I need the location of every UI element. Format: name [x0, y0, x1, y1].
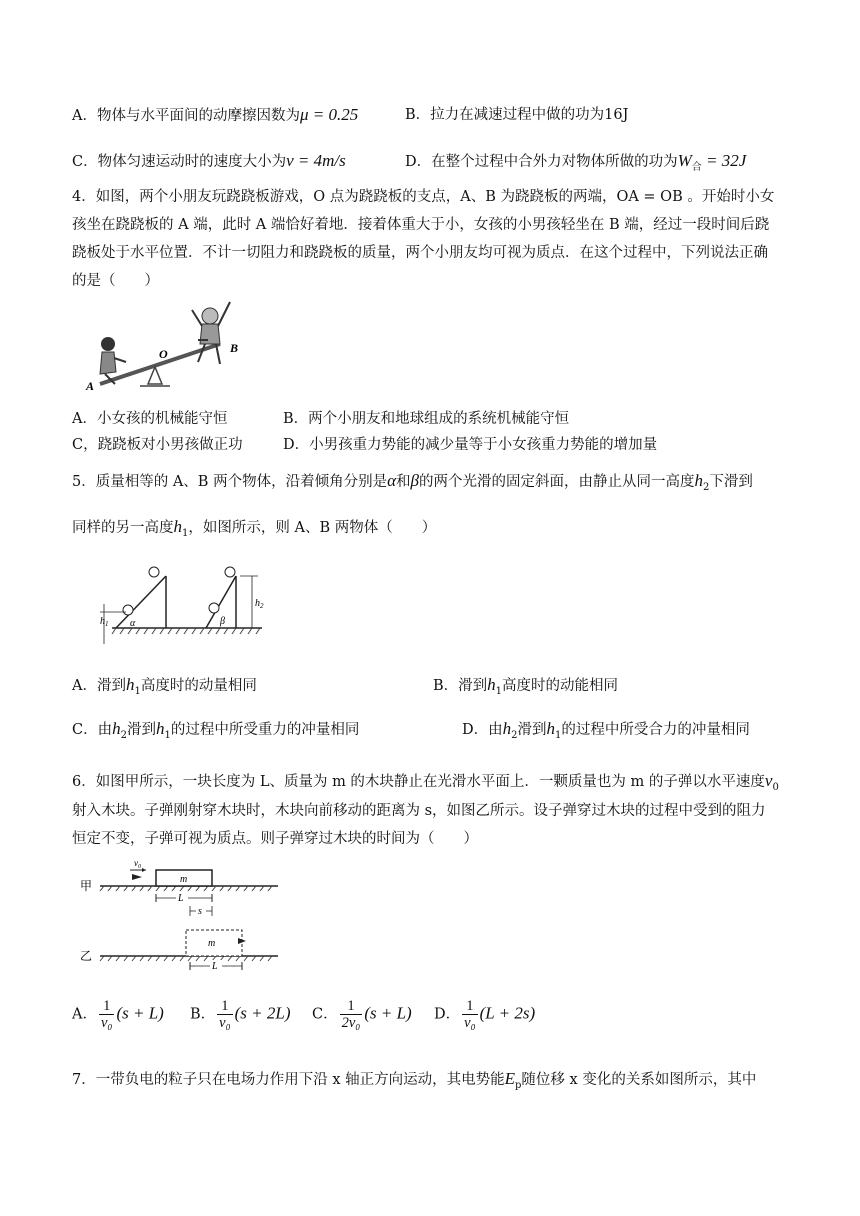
q5-stem-line2: 同样的另一高度$h_1$，如图所示，则 A、B 两物体（ ）	[72, 517, 437, 539]
inclines-label-h2: h	[255, 598, 260, 609]
q3-option-d: D．在整个过程中合外力对物体所做的功为$W_合 = 32J$	[405, 151, 747, 173]
q7-stem-line1: 7．一带负电的粒子只在电场力作用下沿 x 轴正方向运动，其电势能$E_p$随位移 x 变化的关系如图所示，其中	[72, 1069, 757, 1091]
q3-option-b: B．拉力在减速过程中做的功为16J	[405, 107, 629, 123]
svg-text:m: m	[208, 938, 216, 949]
inclines-figure	[92, 564, 272, 650]
q4-stem-line2: 孩坐在跷跷板的 A 端，此时 A 端恰好着地．接着体重大于小，女孩的小男孩轻坐在 B 端，经过一段时间后跷	[72, 217, 770, 233]
seesaw-figure	[80, 292, 250, 392]
svg-text:L: L	[178, 893, 184, 904]
svg-text:s: s	[198, 906, 202, 917]
seesaw-label-b: B	[230, 341, 239, 355]
seesaw-label-o: O	[159, 347, 168, 361]
inclines-label-alpha: α	[130, 618, 136, 629]
q6-option-c: C． $\frac{1}{\text{2v₀}}$ (s + L)	[312, 998, 412, 1031]
q6-stem-line2: 射入木块。子弹刚射穿木块时，木块向前移动的距离为 s，如图乙所示。设子弹穿过木块的过程中受到的阻力	[72, 803, 766, 819]
q4-option-c: C，跷跷板对小男孩做正功	[72, 437, 243, 453]
svg-text:v0: $v_0$	[134, 858, 141, 870]
q4-option-d: D．小男孩重力势能的减少量等于小女孩重力势能的增加量	[283, 437, 658, 453]
girl-head	[101, 337, 115, 351]
q5-stem-line1: 5．质量相等的 A、B 两个物体，沿着倾角分别是α和β的两个光滑的固定斜面，由静止从同一高度$h_2$下滑到	[72, 471, 753, 493]
q5-option-a: A．滑到$h_1$高度时的动量相同	[72, 675, 257, 697]
q4-stem-line4: 的是（ ）	[72, 273, 159, 289]
q6-option-b: B． $\frac{1}{\text{v₀}}$ (s + 2L)	[190, 998, 291, 1031]
q6-option-a: A． $\frac{1}{\text{v₀}}$ (s + L)	[72, 998, 164, 1031]
inclines-label-beta: β	[220, 616, 225, 627]
q5-option-c: C．由$h_2$滑到$h_1$的过程中所受重力的冲量相同	[72, 719, 360, 741]
svg-text:L: L	[212, 961, 218, 972]
svg-text:h2: $h_2$	[255, 598, 264, 610]
q4-option-a: A．小女孩的机械能守恒	[72, 411, 228, 427]
q4-option-b: B．两个小朋友和地球组成的系统机械能守恒	[283, 411, 570, 427]
q3-option-c: C．物体匀速运动时的速度大小为v = 4m/s	[72, 151, 346, 170]
svg-text:m: m	[180, 874, 188, 885]
figure-label-jia: 甲	[80, 879, 93, 893]
bullet-block-figure	[78, 858, 278, 978]
svg-text:h1: $h_1$	[100, 616, 109, 628]
inclines-label-h1: h	[100, 616, 105, 627]
boy-head	[202, 308, 218, 324]
figure-label-yi: 乙	[80, 949, 93, 963]
q4-stem-line3: 跷板处于水平位置．不计一切阻力和跷跷板的质量，两个小朋友均可视为质点．在这个过程中，下列说法正确	[72, 245, 768, 261]
q3-option-a: A．物体与水平面间的动摩擦因数为μ = 0.25	[72, 105, 359, 124]
q5-option-b: B．滑到$h_1$高度时的动能相同	[433, 675, 619, 697]
q6-stem-line1: 6．如图甲所示，一块长度为 L、质量为 m 的木块静止在光滑水平面上．一颗质量也为 m 的子弹以水平速度$v_0$	[72, 771, 779, 793]
seesaw-label-a: A	[86, 379, 95, 392]
q4-stem-line1: 4．如图，两个小朋友玩跷跷板游戏，O 点为跷跷板的支点，A、B 为跷跷板的两端，OA = OB 。开始时小女	[72, 189, 775, 205]
q6-stem-line3: 恒定不变，子弹可视为质点。则子弹穿过木块的时间为（ ）	[72, 831, 478, 847]
q5-option-d: D．由$h_2$滑到$h_1$的过程中所受合力的冲量相同	[462, 719, 750, 741]
q6-option-d: D． $\frac{1}{\text{v₀}}$ (L + 2s)	[434, 998, 536, 1031]
